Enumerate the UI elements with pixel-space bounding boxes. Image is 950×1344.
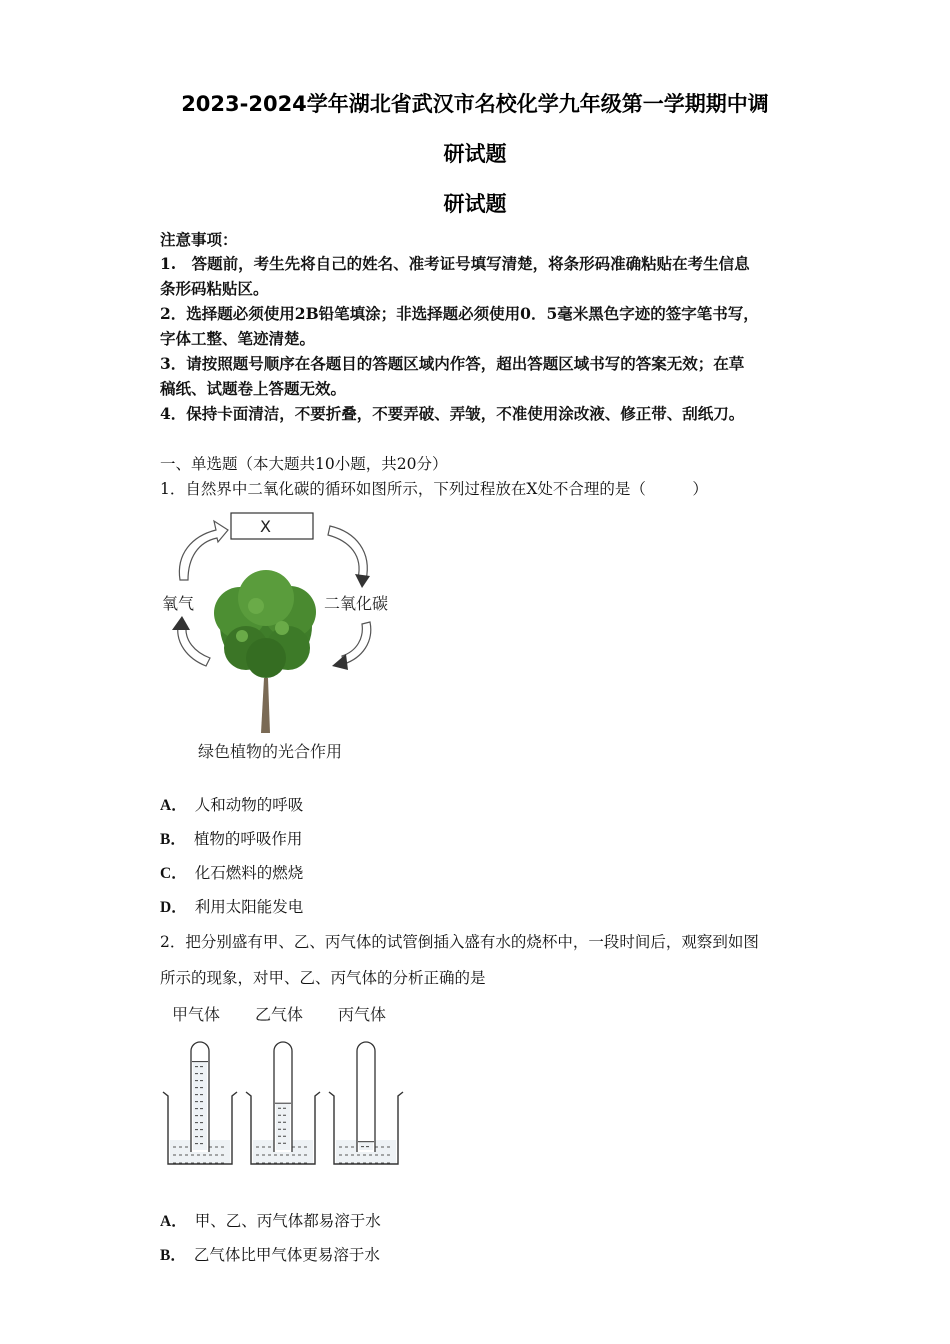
option-text: 人和动物的呼吸 <box>194 796 304 814</box>
arrow-tree-to-oxygen-icon <box>172 616 210 666</box>
option-letter: A． <box>160 1213 187 1230</box>
option-text: 乙气体比甲气体更易溶于水 <box>193 1246 380 1264</box>
q2-option-b <box>160 1243 380 1265</box>
notice-item-1a: 1. 答题前，考生先将自己的姓名、准考证号填写清楚，将条形码准确粘贴在考生信息 <box>160 254 750 273</box>
gas-label: 丙气体 <box>338 1005 387 1024</box>
notice-item-2a: 2．选择题必须使用2B铅笔填涂；非选择题必须使用0．5毫米黑色字迹的签字笔书写， <box>160 304 759 323</box>
tube-water <box>359 1142 373 1150</box>
gas-label: 乙气体 <box>255 1005 304 1024</box>
arrow-oxygen-to-x-icon <box>179 521 228 580</box>
option-text: 甲、乙、丙气体都易溶于水 <box>194 1212 381 1230</box>
option-letter: D． <box>160 899 187 916</box>
q1-option-b <box>160 827 302 849</box>
notice-item-4: 4．保持卡面清洁，不要折叠，不要弄破、弄皱，不准使用涂改液、修正带、刮纸刀。 <box>160 404 745 423</box>
gas-label: 甲气体 <box>172 1005 221 1024</box>
section-heading: 一、单选题（本大题共10小题，共20分） <box>160 455 448 473</box>
notice-heading: 注意事项： <box>160 230 238 249</box>
oxygen-label: 氧气 <box>162 594 195 613</box>
page-title-line1: 2023-2024学年湖北省武汉市名校化学九年级第一学期期中调 <box>181 92 769 116</box>
q2-stem-b: 所示的现象，对甲、乙、丙气体的分析正确的是 <box>160 969 486 987</box>
notice-item-3a: 3．请按照题号顺序在各题目的答题区域内作答，超出答题区域书写的答案无效；在草 <box>160 354 745 373</box>
carbon-cycle-figure <box>158 508 408 768</box>
tree-icon <box>214 570 316 733</box>
arrow-x-to-co2-icon <box>328 526 370 588</box>
q1-stem: 1．自然界中二氧化碳的循环如图所示，下列过程放在X处不合理的是（ ） <box>160 480 708 498</box>
x-box <box>231 513 313 539</box>
figure-caption: 绿色植物的光合作用 <box>198 742 343 761</box>
beaker-group <box>329 1005 403 1164</box>
q1-option-c <box>160 861 303 883</box>
option-text: 化石燃料的燃烧 <box>194 864 304 882</box>
q1-option-a <box>160 793 303 815</box>
option-text: 植物的呼吸作用 <box>193 830 303 848</box>
q1-option-d <box>160 895 303 917</box>
page-title-line3: 研试题 <box>443 192 507 216</box>
gas-tubes-figure <box>160 1002 410 1172</box>
co2-label: 二氧化碳 <box>324 594 389 613</box>
option-letter: C． <box>160 865 187 882</box>
option-letter: B． <box>160 1247 186 1264</box>
x-box-label: X <box>260 517 271 536</box>
test-tube <box>357 1042 375 1152</box>
q2-option-a <box>160 1209 381 1231</box>
option-letter: B． <box>160 831 186 848</box>
beaker-group <box>163 1005 237 1164</box>
option-text: 利用太阳能发电 <box>194 898 304 916</box>
page-title-line2: 研试题 <box>443 142 507 166</box>
notice-item-1b: 条形码粘贴区。 <box>160 279 269 298</box>
notice-item-3b: 稿纸、试题卷上答题无效。 <box>160 379 347 398</box>
arrow-co2-to-tree-icon <box>332 622 371 670</box>
notice-item-2b: 字体工整、笔迹清楚。 <box>160 329 316 348</box>
beaker-group <box>246 1005 320 1164</box>
option-letter: A． <box>160 797 187 814</box>
q2-stem-a: 2．把分别盛有甲、乙、丙气体的试管倒插入盛有水的烧杯中，一段时间后，观察到如图 <box>160 933 759 951</box>
